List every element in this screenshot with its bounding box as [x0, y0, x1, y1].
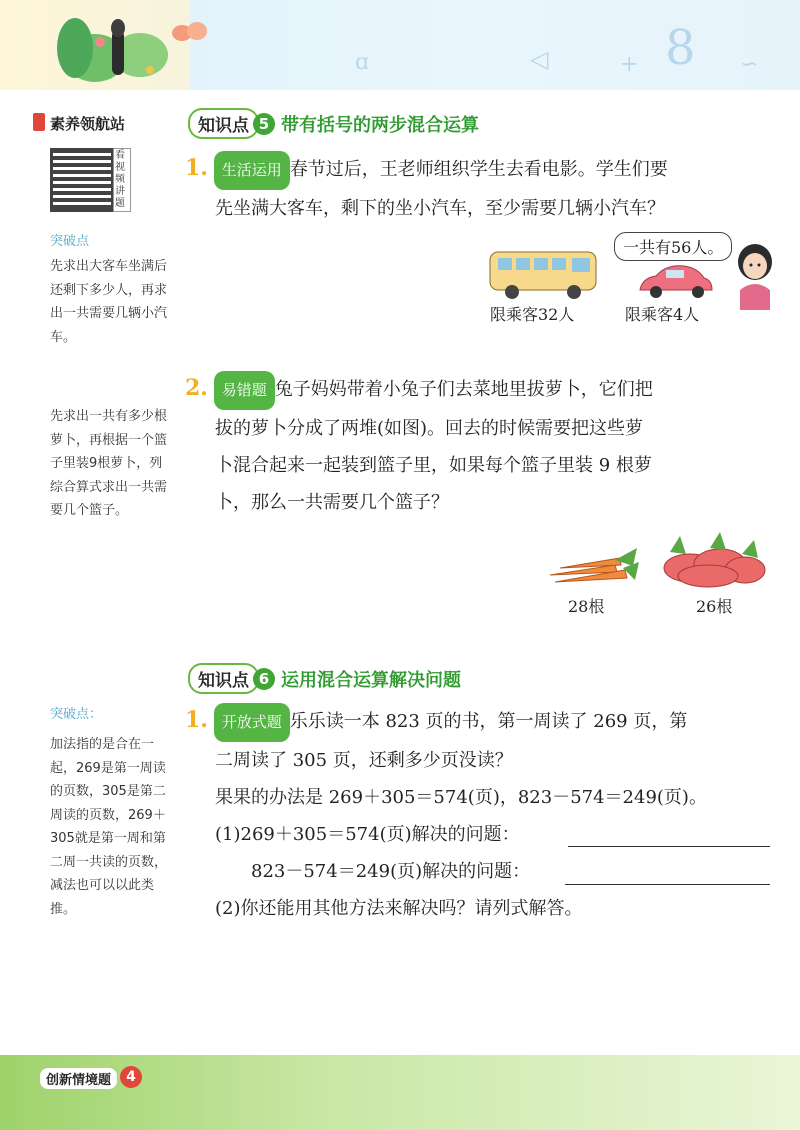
car-caption: 限乘客4人: [625, 305, 700, 324]
question-text-line: 果果的办法是 269＋305＝574(页)，823－574＝249(页)。: [215, 787, 707, 808]
question-number: 1.: [185, 155, 208, 181]
s5-question1: [185, 150, 785, 227]
carrot-pile-right: [650, 530, 770, 590]
question-label: 易错题: [214, 371, 275, 410]
question-label: 开放式题: [214, 703, 290, 742]
question-text-line: 先坐满大客车，剩下的坐小汽车，至少需要几辆小汽车？: [215, 198, 665, 219]
pile2-caption: 26根: [696, 597, 733, 616]
sub-question-1b: 823－574＝249(页)解决的问题：: [251, 861, 531, 882]
tip3-text: 加法指的是合在一起，269是第一周读的页数，305是第二周读的页数，269＋305就是第一周和第二周一共读的页数，减法也可以以此类推。: [50, 737, 168, 917]
tip1-heading: 突破点: [50, 234, 90, 249]
answer-line-2[interactable]: [565, 884, 770, 885]
knowledge-point-tag: 知识点: [188, 663, 259, 694]
section6-header: [188, 663, 461, 694]
footer-label: 创新情境题: [40, 1068, 117, 1089]
qr-code[interactable]: [50, 148, 114, 212]
question-text-line: 卜混合起来一起装到篮子里，如果每个篮子里装 9 根萝: [215, 455, 652, 476]
knowledge-point-tag: 知识点: [188, 108, 259, 139]
lighthouse-icon: [33, 113, 45, 131]
bus-caption: 限乘客32人: [490, 305, 575, 324]
question-text-line: 拔的萝卜分成了两堆(如图)。回去的时候需要把这些萝: [215, 418, 644, 439]
question-text-line: 兔子妈妈带着小兔子们去菜地里拔萝卜，它们把: [274, 379, 653, 400]
answer-line-1[interactable]: [568, 846, 770, 847]
question-text-line: 二周读了 305 页，还剩多少页没读？: [215, 750, 513, 771]
speech-bubble: 一共有56人。: [614, 232, 732, 261]
sidebar-title: 素养领航站: [50, 115, 126, 133]
tip2-text: 先求出一共有多少根萝卜，再根据一个篮子里装9根萝卜，列综合算式求出一共需要几个篮子。: [50, 409, 168, 518]
pile1-caption: 28根: [568, 597, 605, 616]
sub-question-2: (2)你还能用其他方法来解决吗？请列式解答。: [215, 898, 583, 919]
section5-title: 带有括号的两步混合运算: [281, 114, 479, 136]
s5-question2: [185, 370, 785, 521]
butterfly-icon: [170, 18, 210, 48]
question-number: 1.: [185, 707, 208, 733]
sub-question-1: (1)269＋305＝574(页)解决的问题：: [215, 824, 520, 845]
car-illustration: [636, 262, 716, 300]
bus-illustration: [488, 248, 600, 300]
footer-band: [0, 1055, 800, 1130]
question-label: 生活运用: [214, 151, 290, 190]
knowledge-point-number: 5: [253, 113, 275, 135]
section6-title: 运用混合运算解决问题: [281, 669, 461, 691]
tip3-heading: 突破点：: [50, 707, 103, 722]
header-deco-eight-icon: 8: [665, 20, 696, 76]
header-deco-note-icon: ∽: [740, 52, 759, 77]
question-text-line: 卜，那么一共需要几个篮子？: [215, 492, 449, 513]
tip1-text: 先求出大客车坐满后还剩下多少人，再求出一共需要几辆小汽车。: [50, 259, 168, 345]
qr-label: 看视频讲题: [113, 148, 131, 212]
plant-illustration: [0, 0, 190, 90]
girl-illustration: [730, 240, 780, 310]
section5-header: [188, 108, 479, 139]
page-number: 4: [120, 1066, 142, 1088]
question-text-line: 乐乐读一本 823 页的书，第一周读了 269 页，第: [289, 711, 688, 732]
carrot-pile-left: [545, 540, 640, 590]
header-plant-decoration: [0, 0, 190, 90]
header-deco-glyph: ɑ: [355, 50, 370, 75]
question-number: 2.: [185, 375, 208, 401]
s6-question1: [185, 702, 790, 927]
header-deco-plus-icon: +: [620, 52, 639, 77]
knowledge-point-number: 6: [253, 668, 275, 690]
question-text-line: 春节过后，王老师组织学生去看电影。学生们要: [289, 159, 668, 180]
header-deco-triangle-icon: ◁: [530, 45, 549, 73]
